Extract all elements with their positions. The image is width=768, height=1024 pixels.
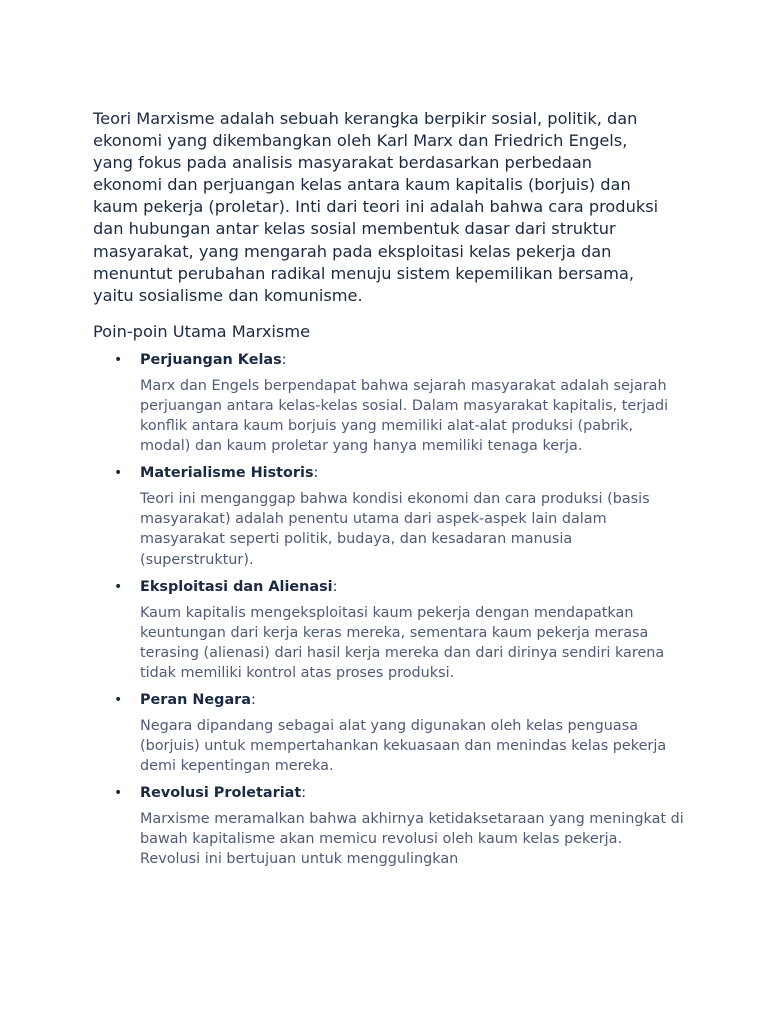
intro-paragraph: Teori Marxisme adalah sebuah kerangka berpikir sosial, politik, dan ekonomi yang dikembangkan oleh Karl Marx dan Friedrich Engels, yang fokus pada analisis masyarakat berdasarkan perbedaan ekonomi dan perjuangan kelas antara kaum kapitalis (borjuis) dan kaum pekerja (proletar). Inti dari teori ini adalah bahwa cara produksi dan hubungan antar kelas sosial membentuk dasar dari struktur masyarakat, yang mengarah pada eksploitasi kelas pekerja dan menuntut perubahan radikal menuju sistem kepemilikan bersama, yaitu sosialisme dan komunisme. [93, 109, 659, 305]
point-description: Negara dipandang sebagai alat yang digunakan oleh kelas penguasa (borjuis) untuk mempertahankan kekuasaan dan menindas kelas pekerja demi kepentingan mereka. [140, 717, 667, 775]
bullet-icon: • [114, 578, 123, 595]
point-colon: : [313, 465, 319, 482]
bullet-icon: • [114, 691, 123, 708]
point-title: Revolusi Proletariat [140, 785, 302, 802]
point-heading [140, 782, 683, 804]
point-heading [140, 349, 683, 371]
bullet-icon: • [114, 351, 123, 368]
point-title: Perjuangan Kelas [140, 351, 282, 368]
point-description: Teori ini menganggap bahwa kondisi ekonomi dan cara produksi (basis masyarakat) adalah penentu utama dari aspek-aspek lain dalam masyarakat seperti politik, budaya, dan kesadaran manusia (superstruktur). [140, 491, 650, 568]
list-item [93, 349, 683, 456]
point-heading [140, 689, 683, 711]
point-colon: : [301, 785, 307, 802]
point-title: Materialisme Historis [140, 465, 314, 482]
point-heading [140, 576, 683, 598]
point-title: Peran Negara [140, 691, 251, 708]
list-item [93, 689, 683, 776]
point-heading [140, 462, 683, 484]
section-title: Poin-poin Utama Marxisme [93, 321, 311, 341]
list-item [93, 462, 683, 569]
bullet-icon: • [114, 785, 123, 802]
point-description: Kaum kapitalis mengeksploitasi kaum pekerja dengan mendapatkan keuntungan dari kerja keras mereka, sementara kaum pekerja merasa terasing (alienasi) dari hasil kerja mereka dan dari dirinya sendiri karena tidak memiliki kontrol atas proses produksi. [140, 604, 665, 681]
point-description: Marxisme meramalkan bahwa akhirnya ketidaksetaraan yang meningkat di bawah kapitalisme akan memicu revolusi oleh kaum kelas pekerja. Revolusi ini bertujuan untuk menggulingkan [140, 811, 684, 868]
point-colon: : [281, 351, 287, 368]
list-item [93, 576, 683, 683]
point-colon: : [251, 691, 256, 708]
point-title: Eksploitasi dan Alienasi [140, 578, 333, 595]
point-description: Marx dan Engels berpendapat bahwa sejarah masyarakat adalah sejarah perjuangan antara kelas-kelas sosial. Dalam masyarakat kapitalis, terjadi konflik antara kaum borjuis yang memiliki alat-alat produksi (pabrik, modal) dan kaum proletar yang hanya memiliki tenaga kerja. [140, 377, 669, 455]
list-item [93, 782, 683, 869]
point-colon: : [332, 578, 338, 595]
key-points-list [93, 349, 683, 870]
bullet-icon: • [114, 465, 123, 482]
document-page [93, 108, 683, 876]
